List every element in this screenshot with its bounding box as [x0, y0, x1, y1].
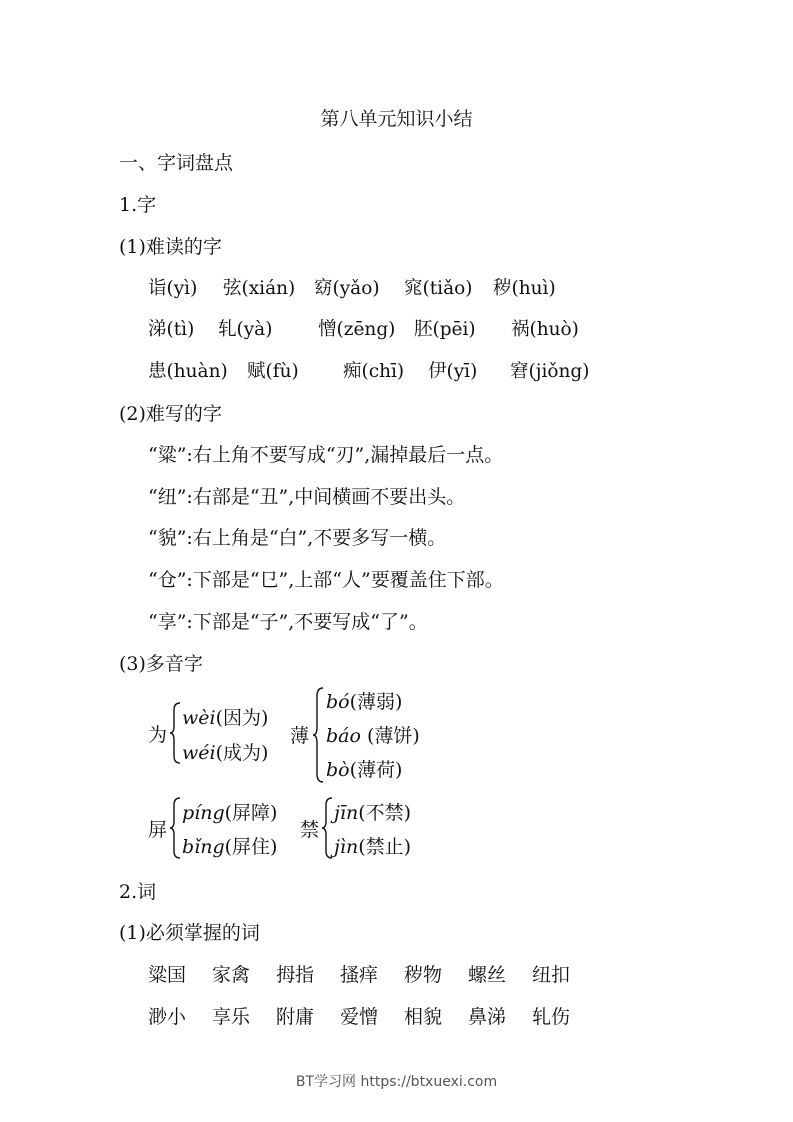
polyphone-option — [326, 755, 402, 782]
brace-icon — [312, 687, 324, 783]
brace-icon — [169, 797, 181, 859]
word-item: 轧伤 — [532, 1006, 571, 1028]
char-item: 窈(yǎo) — [314, 278, 380, 299]
example-word: (成为) — [215, 742, 269, 764]
example-word: (禁止) — [358, 836, 412, 858]
example-word: (薄弱) — [349, 691, 403, 713]
pinyin: jìn — [334, 836, 359, 858]
footer-watermark: BT学习网 https://btxuexi.com — [295, 1074, 498, 1090]
pinyin: bǐng — [182, 836, 225, 858]
brace-icon — [321, 797, 333, 859]
brace-icon — [169, 702, 181, 764]
word-item: 纽扣 — [532, 964, 571, 986]
subsection-words: 2.词 — [119, 881, 157, 903]
pinyin: bò — [326, 759, 350, 781]
char-item: 诣(yì) — [148, 278, 198, 299]
hard-read-heading: (1)难读的字 — [119, 236, 222, 258]
pinyin: wèi — [182, 707, 216, 729]
section-heading: 一、字词盘点 — [119, 152, 234, 174]
char-item: 窕(tiǎo) — [404, 278, 473, 299]
word-item: 享乐 — [212, 1006, 251, 1028]
char-item: 涕(tì) — [148, 319, 195, 340]
pinyin: báo — [326, 725, 361, 747]
polyphone-char: 屏 — [148, 819, 168, 841]
char-item: 伊(yī) — [428, 361, 478, 382]
char-item: 胚(pēi) — [414, 319, 476, 340]
word-item: 附庸 — [276, 1006, 315, 1028]
word-item: 拇指 — [276, 964, 315, 986]
example-word: (薄饼) — [360, 725, 420, 747]
polyphone-option — [182, 738, 268, 765]
polyphone-char: 禁 — [300, 819, 320, 841]
word-item: 家禽 — [212, 964, 251, 986]
word-item: 鼻涕 — [468, 1006, 507, 1028]
polyphone-group — [300, 795, 440, 865]
word-item: 相貌 — [404, 1006, 443, 1028]
char-item: 轧(yà) — [218, 319, 273, 340]
word-item: 秽物 — [404, 964, 443, 986]
char-item: 秽(huì) — [493, 278, 556, 299]
polyphone-option — [326, 687, 402, 714]
polyphone-option — [182, 798, 277, 825]
polyphone-option — [326, 721, 420, 748]
polyphone-option — [334, 798, 411, 825]
polyphone-option — [182, 832, 277, 859]
char-item: 弦(xián) — [223, 278, 296, 299]
char-item: 患(huàn) — [148, 361, 228, 382]
hard-write-line: “貌”:右上角是“白”,不要多写一横。 — [148, 527, 447, 549]
example-word: (屏障) — [224, 802, 278, 824]
polyphone-option — [334, 832, 411, 859]
pinyin: bó — [326, 691, 350, 713]
polyphone-group — [148, 700, 278, 770]
polyphone-char: 为 — [148, 724, 168, 746]
example-word: (薄荷) — [349, 759, 403, 781]
example-word: (屏住) — [224, 836, 278, 858]
word-item: 螺丝 — [468, 964, 507, 986]
polyphone-option — [182, 703, 268, 730]
pinyin: jīn — [334, 802, 359, 824]
word-item: 搔痒 — [340, 964, 379, 986]
polyphone-char: 薄 — [290, 725, 310, 747]
polyphone-heading: (3)多音字 — [119, 653, 203, 675]
hard-write-line: “仓”:下部是“㔾”,上部“人”要覆盖住下部。 — [148, 569, 504, 591]
hard-write-heading: (2)难写的字 — [119, 403, 222, 425]
pinyin: wéi — [182, 742, 216, 764]
char-item: 憎(zēng) — [318, 319, 396, 340]
word-item: 渺小 — [148, 1006, 187, 1028]
word-item: 爱憎 — [340, 1006, 379, 1028]
page-title: 第八单元知识小结 — [320, 108, 473, 130]
char-item: 祸(huò) — [511, 319, 579, 340]
example-word: (不禁) — [358, 802, 412, 824]
subsection-characters: 1.字 — [119, 194, 157, 216]
hard-write-line: “纽”:右部是“丑”,中间横画不要出头。 — [148, 486, 466, 508]
char-item: 赋(fù) — [247, 361, 299, 382]
polyphone-group — [148, 795, 288, 865]
word-item: 粱国 — [148, 964, 187, 986]
hard-write-line: “粱”:右上角不要写成“刃”,漏掉最后一点。 — [148, 444, 504, 466]
pinyin: píng — [182, 802, 225, 824]
hard-write-line: “享”:下部是“子”,不要写成“了”。 — [148, 611, 428, 633]
example-word: (因为) — [215, 707, 269, 729]
char-item: 痴(chī) — [343, 361, 405, 382]
must-words-heading: (1)必须掌握的词 — [119, 922, 260, 944]
char-item: 窘(jiǒng) — [510, 361, 590, 382]
polyphone-group — [290, 685, 440, 785]
